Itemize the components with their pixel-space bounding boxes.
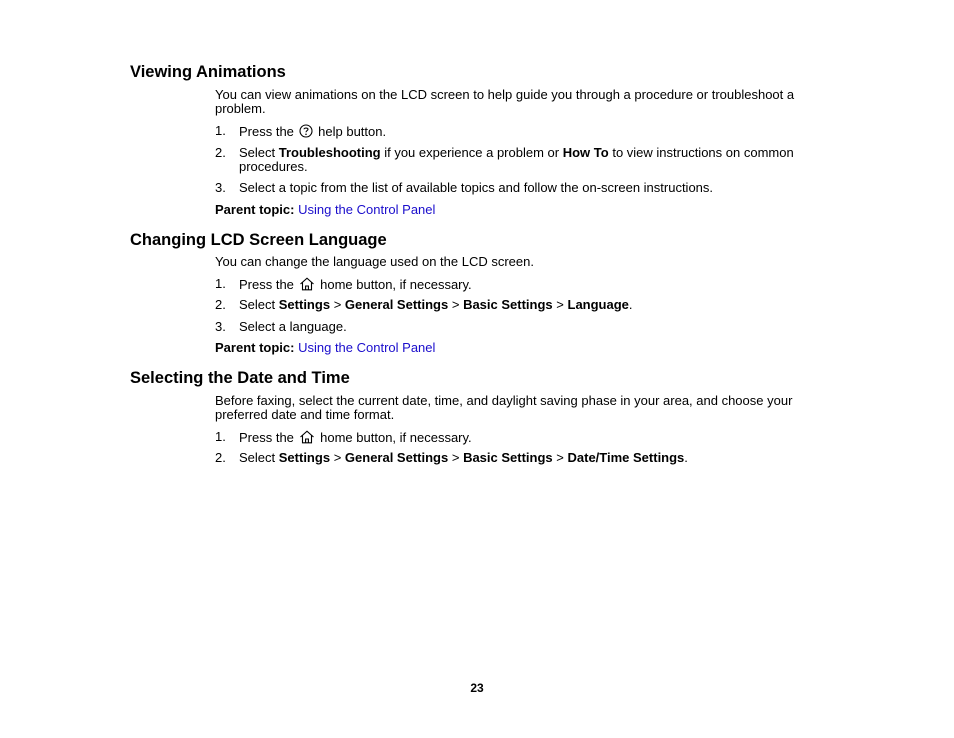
section-intro-selecting-date-time: Before faxing, select the current date, time, and daylight saving phase in your area, and choose your preferred date and time format. xyxy=(215,393,793,422)
parent-topic-link[interactable]: Using the Control Panel xyxy=(298,202,436,217)
page-number: 23 xyxy=(470,681,484,695)
parent-topic-link[interactable]: Using the Control Panel xyxy=(298,340,436,355)
step-number: 2. xyxy=(215,145,226,160)
section-title-changing-lcd-language: Changing LCD Screen Language xyxy=(130,231,387,249)
parent-topic-label: Parent topic: xyxy=(215,340,295,355)
section-intro-viewing-animations: You can view animations on the LCD screen to help guide you through a procedure or troubleshoot a problem. xyxy=(215,87,795,116)
parent-topic xyxy=(215,203,435,217)
step-text: Press the home button, if necessary. xyxy=(239,430,472,445)
step-number: 1. xyxy=(215,276,226,291)
step-number: 2. xyxy=(215,297,226,312)
step-text: Select Settings > General Settings > Basic Settings > Date/Time Settings. xyxy=(239,450,688,465)
step-text: Select a topic from the list of available topics and follow the on-screen instructions. xyxy=(239,180,714,195)
section-title-viewing-animations: Viewing Animations xyxy=(130,63,286,81)
step-text: Press the help button. xyxy=(239,124,387,139)
step-text: Select Troubleshooting if you experience a problem or How To to view instructions on common procedures. xyxy=(239,145,794,174)
section-title-selecting-date-time: Selecting the Date and Time xyxy=(130,369,350,387)
step-number: 1. xyxy=(215,429,226,444)
step-number: 3. xyxy=(215,319,226,334)
home-icon xyxy=(299,430,315,447)
home-icon xyxy=(299,277,315,294)
parent-topic xyxy=(215,341,435,355)
section-intro-changing-lcd-language: You can change the language used on the LCD screen. xyxy=(215,254,534,269)
step-text: Select Settings > General Settings > Basic Settings > Language. xyxy=(239,297,633,312)
help-icon xyxy=(299,124,313,141)
step-number: 3. xyxy=(215,180,226,195)
step-number: 1. xyxy=(215,123,226,138)
step-number: 2. xyxy=(215,450,226,465)
parent-topic-label: Parent topic: xyxy=(215,202,295,217)
step-text: Press the home button, if necessary. xyxy=(239,277,472,292)
step-text: Select a language. xyxy=(239,319,347,334)
